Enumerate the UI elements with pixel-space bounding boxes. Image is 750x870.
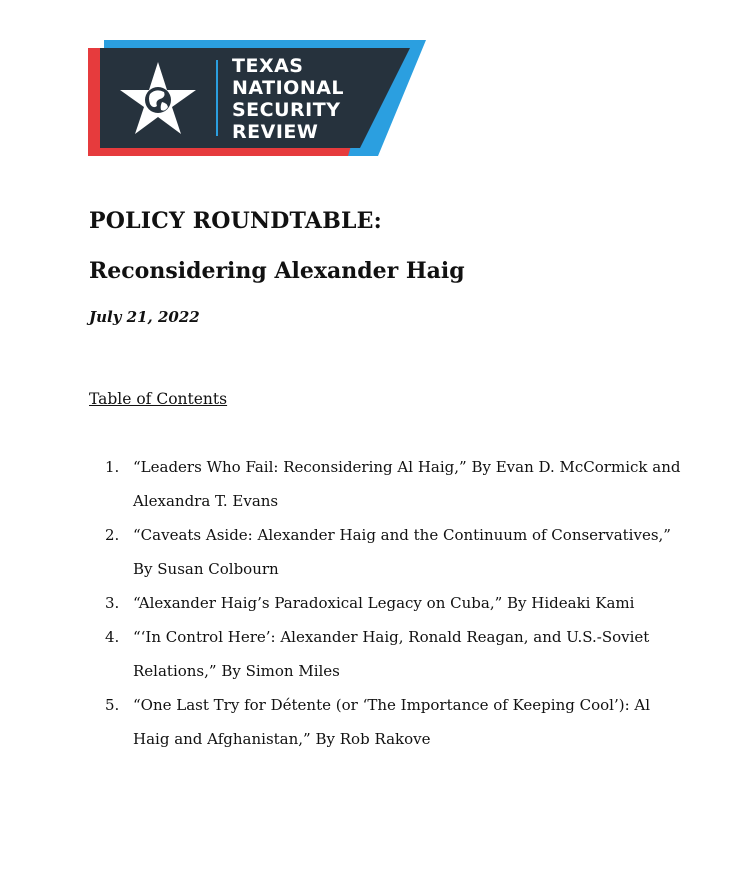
toc-heading: Table of Contents: [89, 390, 228, 408]
toc-number: 1.: [105, 458, 120, 476]
toc-number: 4.: [105, 628, 120, 646]
toc-line: By Susan Colbourn: [133, 560, 279, 578]
toc-line: “Caveats Aside: Alexander Haig and the Continuum of Conservatives,”: [133, 526, 671, 544]
publication-date: July 21, 2022: [89, 308, 200, 326]
toc-item[interactable]: [105, 688, 685, 756]
logo-line: TEXAS: [232, 55, 304, 77]
toc-line: “‘In Control Here’: Alexander Haig, Ronald Reagan, and U.S.-Soviet: [133, 628, 650, 646]
toc-number: 5.: [105, 696, 120, 714]
tnsr-logo: [88, 40, 428, 156]
toc-list: [105, 450, 685, 756]
toc-item[interactable]: [105, 518, 685, 586]
page-title: Reconsidering Alexander Haig: [89, 258, 465, 284]
toc-item[interactable]: [105, 620, 685, 688]
roundtable-kicker: POLICY ROUNDTABLE:: [89, 208, 382, 234]
toc-line: “Alexander Haig’s Paradoxical Legacy on Cuba,” By Hideaki Kami: [133, 594, 635, 612]
logo-line: SECURITY: [232, 99, 341, 121]
logo-line: REVIEW: [232, 121, 319, 143]
logo-divider: [216, 60, 218, 136]
logo-wordmark: [232, 55, 344, 143]
toc-line: Alexandra T. Evans: [133, 492, 279, 510]
toc-number: 2.: [105, 526, 120, 544]
toc-item[interactable]: [105, 450, 685, 518]
toc-line: “Leaders Who Fail: Reconsidering Al Haig,” By Evan D. McCormick and: [133, 458, 681, 476]
toc-line: “One Last Try for Détente (or ‘The Importance of Keeping Cool’): Al: [133, 696, 651, 714]
toc-line: Haig and Afghanistan,” By Rob Rakove: [133, 730, 431, 748]
toc-number: 3.: [105, 594, 120, 612]
logo-line: NATIONAL: [232, 77, 345, 99]
toc-item[interactable]: [105, 586, 685, 620]
toc-line: Relations,” By Simon Miles: [133, 662, 340, 680]
